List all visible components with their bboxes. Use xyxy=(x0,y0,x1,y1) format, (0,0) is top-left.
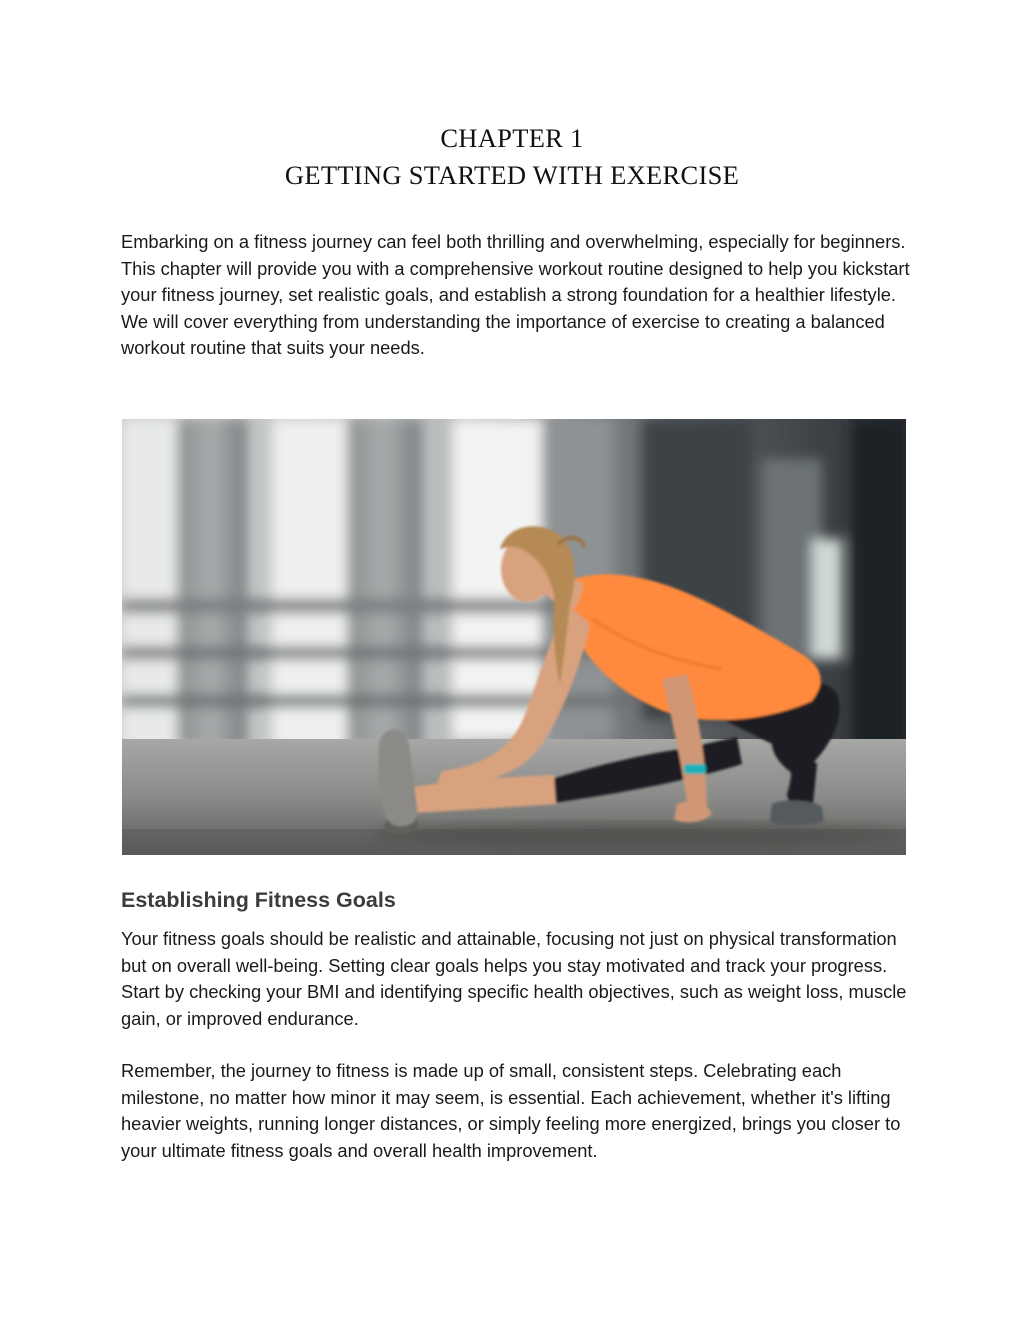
section-paragraph: Remember, the journey to fitness is made up of small, consistent steps. Celebrating each milestone, no matter how minor it may seem, is essential. Each achievement, whether it's lifting heavier weights, running longer distances, or simply feeling more energized, brings you closer to your ultimate fitness goals and overall health improvement. xyxy=(121,1060,901,1161)
section-paragraph: Your fitness goals should be realistic and attainable, focusing not just on physical transformation but on overall well-being. Setting clear goals helps you stay motivated and track your progress. Start by checking your BMI and identifying specific health objectives, such as weight loss, muscle gain, or improved endurance. xyxy=(121,928,907,1029)
section-heading: Establishing Fitness Goals xyxy=(121,888,396,912)
chapter-heading: GETTING STARTED WITH EXERCISE xyxy=(284,160,740,190)
chapter-number: CHAPTER 1 xyxy=(440,123,584,153)
intro-paragraph: Embarking on a fitness journey can feel both thrilling and overwhelming, especially for beginners. This chapter will provide you with a comprehensive workout routine designed to help you kickstart your fitness journey, set realistic goals, and establish a strong foundation for a healthier lifestyle. We will cover everything from understanding the importance of exercise to creating a balanced workout routine that suits your needs. xyxy=(121,231,910,359)
hero-photo xyxy=(122,419,906,855)
chapter-title xyxy=(0,120,1024,194)
